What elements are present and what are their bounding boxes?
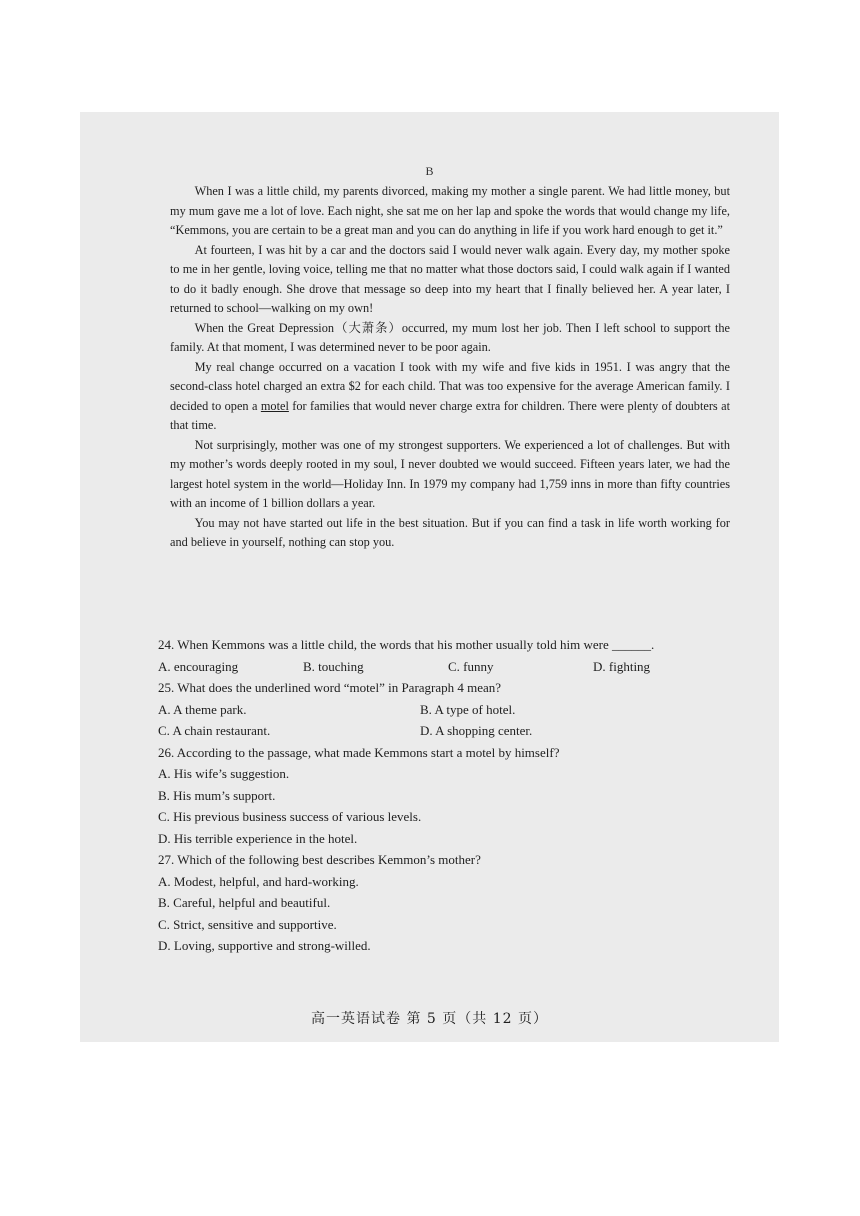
paragraph-2: At fourteen, I was hit by a car and the doctors said I would never walk again. Every day, my mother spoke to me in her gentle, loving voice, telling me that no matter what those doctors said, I could walk again if I wanted to do it badly enough. She drove that message so deep into my heart that I finally believed her. A year later, I returned to school—walking on my own! bbox=[170, 242, 730, 315]
option-d: D. fighting bbox=[593, 658, 651, 674]
option-c: C. Strict, sensitive and supportive. bbox=[158, 916, 337, 932]
paragraph-4-before: My real change occurred on a vacation I took with my wife and five kids in 1951. I was angry that the second-class hotel charged an extra $2 for each child. That was too expensive for the average American family. I decided to open a bbox=[170, 359, 730, 413]
option-c: C. funny bbox=[448, 658, 494, 674]
underlined-word-motel: motel bbox=[260, 398, 289, 413]
paragraph-4 bbox=[170, 358, 730, 436]
question-26 bbox=[158, 742, 738, 850]
option-c: C. A chain restaurant. bbox=[158, 723, 271, 738]
paragraph-4-after: for families that would never charge extra for children. There were plenty of doubters at that time. bbox=[170, 398, 730, 432]
paragraph-1: When I was a little child, my parents divorced, making my mother a single parent. We had little money, but my mum gave me a lot of love. Each night, she sat me on her lap and spoke the words that would change my life, “Kemmons, you are certain to be a great man and you can do anything in life if you work hard enough to get it.” bbox=[170, 184, 730, 237]
option-b: B. A type of hotel. bbox=[420, 701, 516, 717]
page-footer: 高一英语试卷 第 5 页（共 12 页） bbox=[311, 1011, 548, 1027]
option-c: C. His previous business success of various levels. bbox=[158, 809, 422, 824]
question-25 bbox=[158, 677, 738, 742]
paragraph-6: You may not have started out life in the best situation. But if you can find a task in life worth working for and believe in yourself, nothing can stop you. bbox=[170, 515, 730, 549]
question-27 bbox=[158, 849, 738, 957]
option-a: A. encouraging bbox=[158, 658, 239, 674]
paragraph-3: When the Great Depression（大萧条）occurred, my mum lost her job. Then I left school to support the family. At that moment, I was determined never to be poor again. bbox=[170, 320, 730, 354]
option-grid bbox=[158, 699, 738, 742]
paragraph-5: Not surprisingly, mother was one of my strongest supporters. We experienced a lot of challenges. But with my mother’s words deeply rooted in my soul, I never doubted we would succeed. Fifteen years later, we had the largest hotel system in the world—Holiday Inn. In 1979 my company had 1,759 inns in more than fifty countries with an income of 1 billion dollars a year. bbox=[170, 437, 730, 510]
option-a: A. Modest, helpful, and hard-working. bbox=[158, 873, 359, 889]
question-stem: 26. According to the passage, what made Kemmons start a motel by himself? bbox=[158, 744, 560, 760]
section-label: B bbox=[425, 164, 434, 178]
question-24 bbox=[158, 634, 738, 677]
option-d: D. His terrible experience in the hotel. bbox=[158, 830, 358, 846]
option-b: B. touching bbox=[303, 658, 364, 674]
option-b: B. Careful, helpful and beautiful. bbox=[158, 895, 331, 910]
option-row bbox=[158, 656, 738, 678]
question-stem: 25. What does the underlined word “motel” in Paragraph 4 mean? bbox=[158, 680, 502, 695]
option-d: D. Loving, supportive and strong-willed. bbox=[158, 938, 371, 953]
option-d: D. A shopping center. bbox=[420, 723, 533, 738]
option-a: A. A theme park. bbox=[158, 701, 247, 717]
option-a: A. His wife’s suggestion. bbox=[158, 766, 290, 781]
reading-passage bbox=[170, 182, 730, 553]
question-list bbox=[158, 634, 738, 957]
question-stem: 24. When Kemmons was a little child, the words that his mother usually told him were ______. bbox=[158, 637, 655, 652]
question-stem: 27. Which of the following best describes Kemmon’s mother? bbox=[158, 852, 481, 867]
option-b: B. His mum’s support. bbox=[158, 787, 276, 803]
exam-page bbox=[80, 112, 779, 1042]
